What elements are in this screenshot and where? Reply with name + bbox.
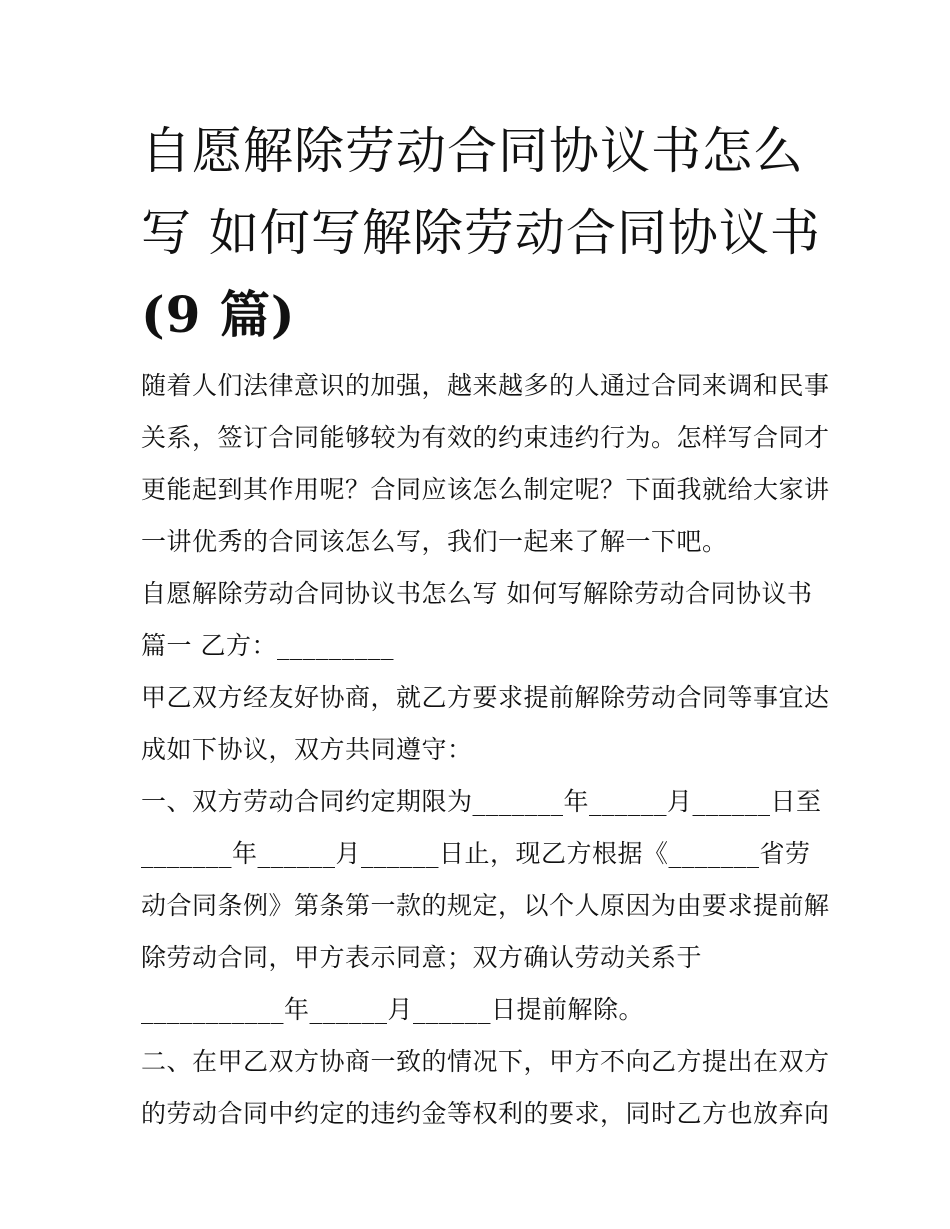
subtitle-line: 自愿解除劳动合同协议书怎么写 如何写解除劳动合同协议书 [141,579,813,608]
section-heading-line: 篇一 乙方：_________ [141,631,394,660]
intro-line: 随着人们法律意识的加强，越来越多的人通过合同来调和民事 [141,371,830,400]
intro-line: 更能起到其作用呢？合同应该怎么制定呢？下面我就给大家讲 [141,475,830,504]
document-title [141,110,821,356]
intro-line: 关系，签订合同能够较为有效的约束违约行为。怎样写合同才 [141,423,830,452]
document-page [141,110,830,1140]
subtitle [141,568,813,620]
clause-two-line: 的劳动合同中约定的违约金等权利的要求，同时乙方也放弃向 [141,1099,830,1128]
clause-one-line: 一、双方劳动合同约定期限为_______年______月______日至 [141,787,822,816]
title-line-1: 自愿解除劳动合同协议书怎么 [141,122,804,180]
agreement-paragraph [141,672,830,776]
clause-one-line: _______年______月______日止，现乙方根据《_______省劳 [141,839,811,868]
clause-two [141,1036,830,1140]
agreement-line: 甲乙双方经友好协商，就乙方要求提前解除劳动合同等事宜达 [141,683,830,712]
clause-one-line: ___________年______月______日提前解除。 [141,995,645,1024]
clause-one [141,776,830,1036]
agreement-line: 成如下协议，双方共同遵守： [141,735,473,764]
section-heading [141,620,813,672]
clause-one-line: 动合同条例》第条第一款的规定，以个人原因为由要求提前解 [141,891,830,920]
title-line-3: (9 篇) [141,285,296,344]
intro-paragraph [141,360,830,568]
clause-one-line: 除劳动合同，甲方表示同意；双方确认劳动关系于 [141,943,703,972]
clause-two-line: 二、在甲乙双方协商一致的情况下，甲方不向乙方提出在双方 [141,1047,830,1076]
intro-line: 一讲优秀的合同该怎么写，我们一起来了解一下吧。 [141,527,728,556]
title-line-2: 写 如何写解除劳动合同协议书 [141,204,821,262]
